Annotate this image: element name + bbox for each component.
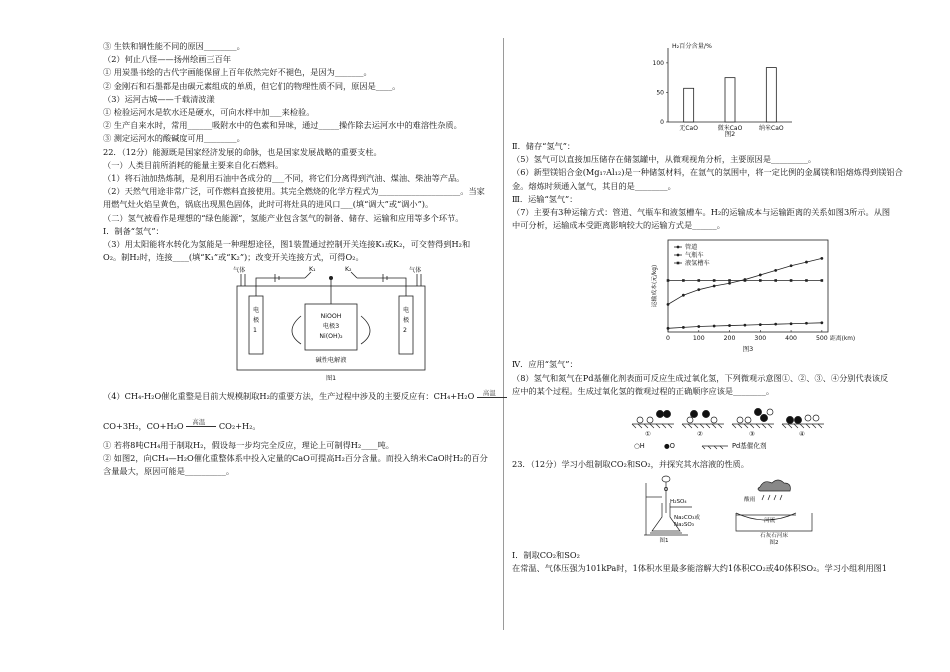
fig2-y-label: H₂百分含量/% (672, 43, 712, 50)
fig5-caption-1: 图1 (659, 538, 669, 545)
fig1-electrolyte-label: 碱性电解液 (315, 357, 347, 365)
right-column (512, 40, 912, 576)
text-line: 应中的某个过程。生成过氧化氢的微观过程的正确顺序应该是________。 (512, 385, 775, 396)
text-line: （5）氢气可以直接加压储存在储氢罐中，从微观视角分析，主要原因是_________。 (512, 154, 817, 165)
fig2-bar (766, 68, 776, 122)
fig3-point (820, 322, 823, 325)
text-line: （2）何止八怪——扬州绘画三百年 (103, 54, 232, 65)
fig4-legend-pd-swatch (702, 446, 728, 449)
fig3-point (728, 325, 731, 328)
fig1-electrode3-line1: NiOOH (320, 313, 342, 321)
text-line: ① 用炭墨书绘的古代字画能保留上百年依然完好不褪色，是因为_______。 (103, 67, 372, 78)
fig4-label-2: ② (697, 430, 703, 439)
reaction-condition-1: 高温 (482, 388, 496, 397)
text-line: ③ 生铁和钢性能不同的原因________。 (103, 41, 245, 51)
fig4-label-1: ① (645, 430, 651, 439)
fig3-point (805, 261, 808, 264)
fig3-point (682, 280, 685, 283)
fig3-point (667, 280, 670, 283)
fig4-label-3: ③ (749, 430, 755, 439)
fig1-electrode1-char2: 极 (253, 317, 260, 325)
fig3-point (682, 326, 685, 329)
text-line: 22．（12分）能源既是国家经济发展的命脉，也是国家发展战略的重要支柱。 (103, 146, 382, 157)
fig3-point (790, 280, 793, 283)
fig5-acid-rain-label: 酸雨 (744, 497, 756, 504)
fig3-x-tick-label: 0 (666, 335, 670, 343)
q4-equation-line1: （4）CH₄-H₂O催化重整是目前大规模制取H₂的重要方法，生产过程中涉及的主要反应有：CH₄+H₂O 高温 (103, 390, 493, 403)
fig3-x-tick-label: 300 (754, 335, 767, 343)
text-line: ① 若将8吨CH₄用于制取H₂，假设每一步均完全反应，理论上可制得H₂____吨。 (103, 439, 394, 450)
fig3-point (805, 280, 808, 283)
figure-2-bar-chart (632, 40, 802, 138)
text-line: Ⅰ．制备“氢气”： (103, 225, 164, 236)
fig3-point (713, 325, 716, 328)
fig1-k2-label: K₂ (345, 266, 352, 274)
fig2-bar (725, 78, 735, 122)
fig3-point (728, 282, 731, 285)
fig2-y-tick-label: 50 (656, 89, 664, 97)
text-line: 在常温、气体压强为101kPa时，1体积水里最多能溶解大约1体积CO₂或40体积SO₂。学习小组利用图1 (512, 563, 888, 574)
text-line: （1）将石油加热炼制，是利用石油中各成分的___不同，将它们分离得到汽油、煤油、柴油等产品。 (103, 173, 465, 184)
fig1-electrode1-char1: 电 (253, 307, 260, 315)
fig3-x-tick-label: 500 (815, 335, 828, 343)
text-line: ② 金刚石和石墨都是由碳元素组成的单质，但它们的物理性质不同，原因是____。 (103, 80, 401, 91)
fig3-point (759, 324, 762, 327)
fig3-point (713, 285, 716, 288)
fig3-point (697, 289, 700, 292)
reaction-condition-2: 高温 (192, 418, 206, 427)
left-question-text-a (103, 40, 493, 264)
fig3-point (744, 324, 747, 327)
text-line: ② 如图2，向CH₄—H₂O催化重整体系中投入定量的CaO可提高H₂百分含量。而投入纳米CaO时H₂的百分 (103, 453, 488, 464)
fig3-point (744, 280, 747, 283)
fig3-point (774, 323, 777, 326)
right-question-text-c (512, 549, 912, 575)
text-line: （一）人类目前所消耗的能量主要来自化石燃料。 (103, 159, 284, 170)
fig3-x-tick-label: 200 (723, 335, 736, 343)
fig3-point (667, 303, 670, 306)
fig3-point (759, 280, 762, 283)
fig3-x-tick-label: 400 (785, 335, 797, 343)
fig3-point (697, 326, 700, 329)
text-line: Ⅲ．运输“氢气”： (512, 193, 578, 204)
fig2-bar (684, 88, 694, 122)
fig3-point (774, 280, 777, 283)
fig5-reagent-acid: H₂SO₄ (670, 499, 687, 506)
fig3-point (774, 269, 777, 272)
electrode-2 (399, 296, 413, 354)
text-line: Ⅱ．储存“氢气”： (512, 141, 576, 151)
fig3-x-label: 距离(km) (830, 336, 856, 343)
fig3-x-tick-label: 100 (692, 335, 705, 343)
fig3-point (805, 322, 808, 325)
electrode-1 (249, 296, 263, 354)
fig3-point (713, 280, 716, 283)
left-column (103, 40, 496, 478)
text-line: ③ 测定运河水的酸碱度可用________。 (103, 133, 245, 144)
fig1-electrode2-char2: 极 (403, 317, 410, 325)
fig5-caption-2: 图2 (769, 540, 779, 547)
fig3-legend-label: 液氢槽车 (685, 260, 710, 268)
fig4-label-4: ④ (799, 430, 805, 439)
text-line: （7）主要有3种运输方式：管道、气瓶车和液氢槽车。H₂的运输成本与运输距离的关系如图3所示。从图 (512, 207, 891, 218)
fig3-legend-marker (677, 246, 680, 249)
q4-equation-line2: CO+3H₂，CO+H₂O 高温 CO₂+H₂。 (103, 418, 261, 431)
text-line: （2）天然气用途非常广泛，可作燃料直接使用。其完全燃烧的化学方程式为____________________。当家 (103, 186, 485, 197)
fig1-electrode3-line3: Ni(OH)₂ (319, 333, 343, 341)
fig4-legend-pd: Pd基催化剂 (732, 442, 767, 451)
fig5-reagent-salt-2: Na₂SO₃ (674, 522, 695, 529)
text-line: ② 生产自来水时，常用______吸附水中的色素和异味，通过_____操作除去运河水中的难溶性杂质。 (103, 120, 462, 131)
text-line: （3）用太阳能将水转化为氢能是一种理想途径，图1装置通过控制开关连接K₁或K₂，可交替得到H₂和 (103, 239, 471, 250)
fig3-point (682, 294, 685, 297)
fig5-river-label: 河流 (764, 518, 776, 525)
figure-4-micro-process (630, 402, 830, 452)
fig3-point (790, 265, 793, 268)
text-line: Ⅰ．制取CO₂和SO₂ (512, 550, 580, 561)
right-question-text-b (512, 358, 912, 398)
fig1-electrode3-line2: 电极3 (322, 323, 340, 331)
text-line: ① 检验运河水是软水还是硬水，可向水样中加___来检验。 (103, 107, 315, 118)
text-line: （二）氢气被看作是理想的“绿色能源”，氢能产业包含氢气的制备、储存、运输和应用等多个环节。 (103, 212, 464, 223)
text-line: 含量最大，原因可能是__________。 (103, 466, 235, 477)
fig3-legend-label: 气瓶车 (685, 252, 704, 260)
figure-3-line-chart (644, 234, 856, 354)
figure-5-apparatus-and-acid-rain (632, 473, 832, 545)
fig3-legend-marker (677, 262, 680, 265)
fig1-electrode1-char3: 1 (253, 327, 257, 335)
text-line: 中可分析，运输成本受距离影响较大的运输方式是______。 (512, 220, 725, 231)
fig2-category-label: 纳米CaO (759, 125, 784, 132)
fig3-point (820, 257, 823, 260)
fig4-legend-h: ○H (634, 442, 645, 451)
reaction-arrow-1 (477, 388, 507, 398)
text-line: O₂。制H₂时，连接____(填“K₁”或“K₂”)；改变开关连接方式，可得O₂。 (103, 252, 364, 263)
fig3-point (667, 327, 670, 330)
figure-1-electrolysis-apparatus (231, 266, 431, 384)
fig3-point (821, 280, 824, 283)
fig2-y-tick-label: 0 (660, 119, 664, 126)
text-line: 用燃气灶火焰呈黄色，锅底出现黑色固体，此时可将灶具的进风口___(填“调大”或“调小”)。 (103, 199, 434, 210)
fig2-category-label: 无CaO (679, 125, 698, 132)
fig1-gas-right-label: 气体 (409, 267, 422, 275)
fig5-rock-label: 石灰石河床 (760, 533, 788, 540)
fig1-gas-left-label: 气体 (233, 267, 246, 275)
fig1-caption: 图1 (325, 375, 337, 383)
text-line: （6）新型镁铝合金(Mg₁₇Al₁₂)是一种储氢材料，在氩气的氛围中，将一定比例的金属镁和铝熔炼得到镁铝合 (512, 167, 903, 178)
fig2-category-label: 微米CaO (717, 125, 743, 132)
text-line: 金。熔炼时须通入氩气，其目的是________。 (512, 180, 676, 191)
fig1-electrode2-char3: 2 (403, 327, 407, 335)
fig3-point (728, 280, 731, 283)
fig3-y-label: 运输成本(元/kg) (652, 265, 658, 308)
fig3-point (790, 323, 793, 326)
fig1-k1-label: K₁ (309, 266, 316, 274)
column-divider (503, 38, 504, 630)
text-line: （8）氢气和氮气在Pd基催化剂表面可反应生成过氧化氢，下列微观示意图①、②、③、④分别代表该反 (512, 372, 889, 383)
fig3-legend-marker (677, 254, 680, 257)
fig2-y-tick-label: 100 (652, 59, 664, 67)
text-line: （3）运河古城——千载清波漾 (103, 93, 215, 104)
fig3-caption: 图3 (742, 345, 754, 354)
fig1-electrode2-char1: 电 (403, 307, 410, 315)
fig3-point (697, 280, 700, 283)
fig4-legend-o: ●O (664, 442, 675, 451)
reaction-arrow-2 (186, 418, 216, 427)
fig2-caption: 图2 (724, 130, 736, 138)
left-question-text-b (103, 439, 493, 479)
fig5-reagent-salt-1: Na₂CO₃或 (674, 515, 700, 522)
fig3-legend-label: 管道 (685, 244, 698, 252)
text-line: Ⅳ．应用“氢气”： (512, 359, 578, 370)
q23-stem: 23．（12分）学习小组制取CO₂和SO₂，并探究其水溶液的性质。 (512, 459, 749, 470)
fig3-point (759, 274, 762, 277)
right-question-text-a (512, 140, 912, 232)
